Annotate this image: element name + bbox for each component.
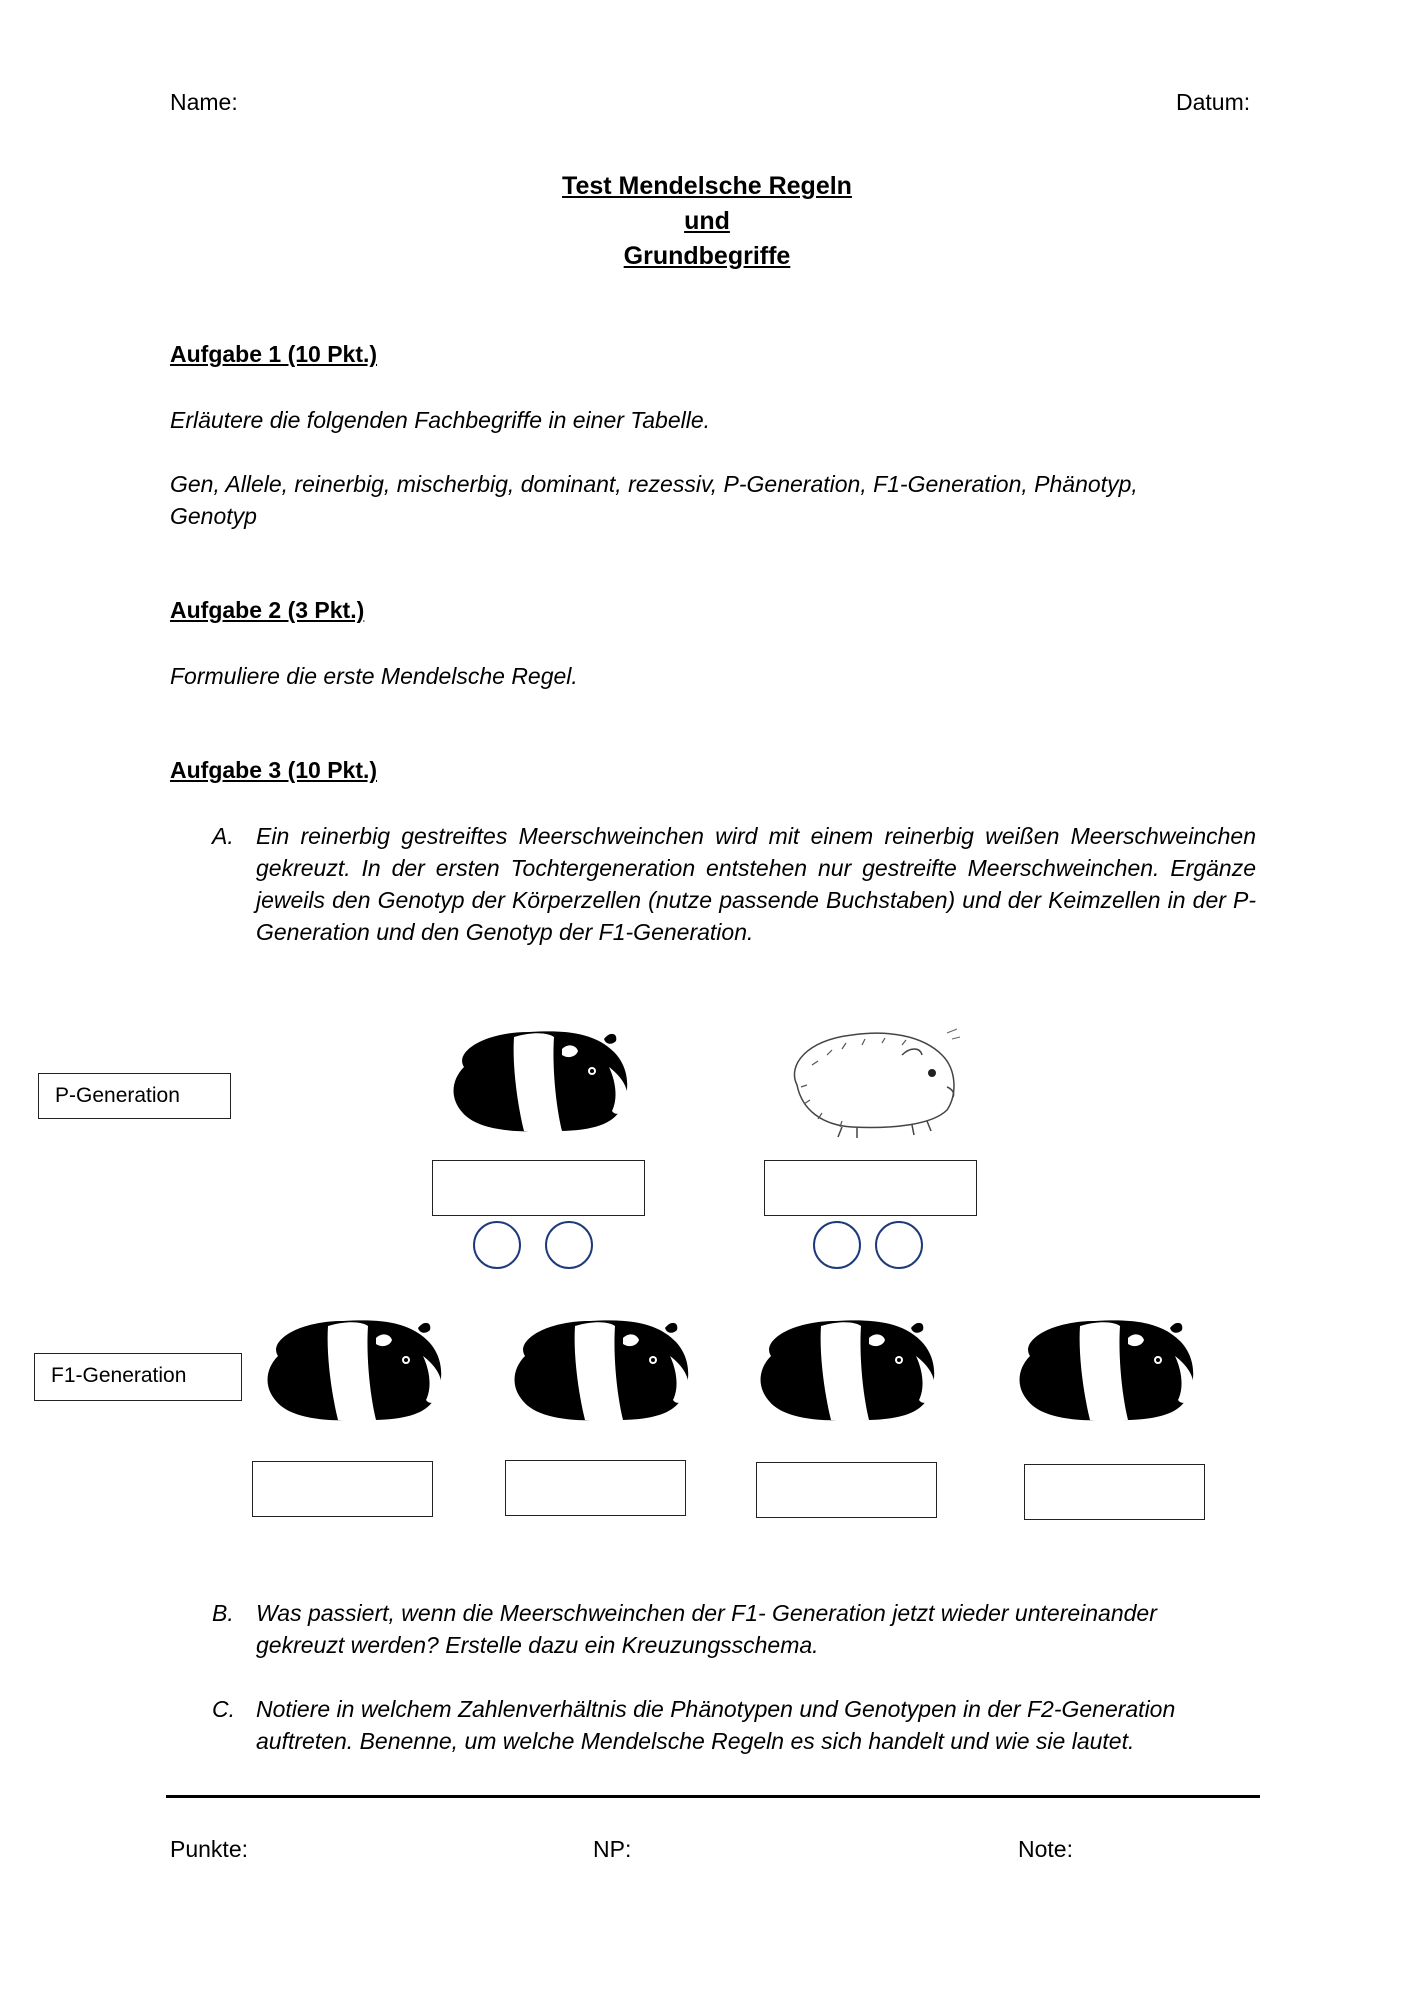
title-line-2: und <box>684 207 730 235</box>
task3-c-text: Notiere in welchem Zahlenverhältnis die Phänotypen und Genotypen in der F2-Generation auftreten. Benenne, um welche Mendelsche Regeln es sich handelt und wie sie lautet. <box>256 1696 1176 1754</box>
task3-heading: Aufgabe 3 (10 Pkt.) <box>170 757 378 783</box>
grade-label: Note: <box>1018 1836 1073 1862</box>
f1-genotype-box-1[interactable] <box>252 1461 433 1517</box>
striped-guinea-pig-f1-4 <box>1010 1316 1202 1434</box>
striped-guinea-pig-f1-3 <box>751 1316 943 1434</box>
task3-a-marker: A. <box>212 823 234 849</box>
striped-guinea-pig-f1-2 <box>505 1316 697 1434</box>
task1-heading: Aufgabe 1 (10 Pkt.) <box>170 341 378 367</box>
p-generation-label: P-Generation <box>38 1073 231 1119</box>
gamete-circle-3[interactable] <box>813 1221 861 1269</box>
task3-a-text: Ein reinerbig gestreiftes Meerschweinchen wird mit einem reinerbig weißen Meerschweinchen gekreuzt. In der ersten Tochtergeneration entstehen nur gestreifte Meerschweinchen. Ergänze jeweils den Genotyp der Körperzellen (nutze passende Buchstaben) und der Keimzellen in der P-Generation und den Genotyp der F1-Generation. <box>256 823 1256 945</box>
task1-terms-line1: Gen, Allele, reinerbig, mischerbig, dominant, rezessiv, P-Generation, F1-Generation, Phänotyp, <box>170 471 1138 497</box>
footer-divider <box>166 1795 1260 1798</box>
task2-heading: Aufgabe 2 (3 Pkt.) <box>170 597 365 623</box>
f1-genotype-box-3[interactable] <box>756 1462 937 1518</box>
white-guinea-pig-parent <box>782 1022 972 1148</box>
task3-b-marker: B. <box>212 1600 234 1626</box>
task1-instruction: Erläutere die folgenden Fachbegriffe in einer Tabelle. <box>170 407 711 433</box>
title-line-3: Grundbegriffe <box>623 242 791 270</box>
name-label: Name: <box>170 89 238 115</box>
f1-generation-label: F1-Generation <box>34 1353 242 1401</box>
task2-instruction: Formuliere die erste Mendelsche Regel. <box>170 663 578 689</box>
title-line-1: Test Mendelsche Regeln <box>562 172 852 200</box>
task3-c-marker: C. <box>212 1696 235 1722</box>
striped-guinea-pig-f1-1 <box>258 1316 450 1434</box>
f1-genotype-box-2[interactable] <box>505 1460 686 1516</box>
points-label: Punkte: <box>170 1836 248 1862</box>
striped-guinea-pig-parent <box>444 1027 636 1145</box>
np-label: NP: <box>593 1836 632 1862</box>
task1-terms-line2: Genotyp <box>170 503 257 529</box>
gamete-circle-2[interactable] <box>545 1221 593 1269</box>
p-striped-genotype-box[interactable] <box>432 1160 645 1216</box>
gamete-circle-1[interactable] <box>473 1221 521 1269</box>
task3-b-text: Was passiert, wenn die Meerschweinchen der F1- Generation jetzt wieder untereinander gekreuzt werden? Erstelle dazu ein Kreuzungsschema. <box>256 1600 1157 1658</box>
p-white-genotype-box[interactable] <box>764 1160 977 1216</box>
gamete-circle-4[interactable] <box>875 1221 923 1269</box>
f1-genotype-box-4[interactable] <box>1024 1464 1205 1520</box>
date-label: Datum: <box>1176 89 1251 115</box>
